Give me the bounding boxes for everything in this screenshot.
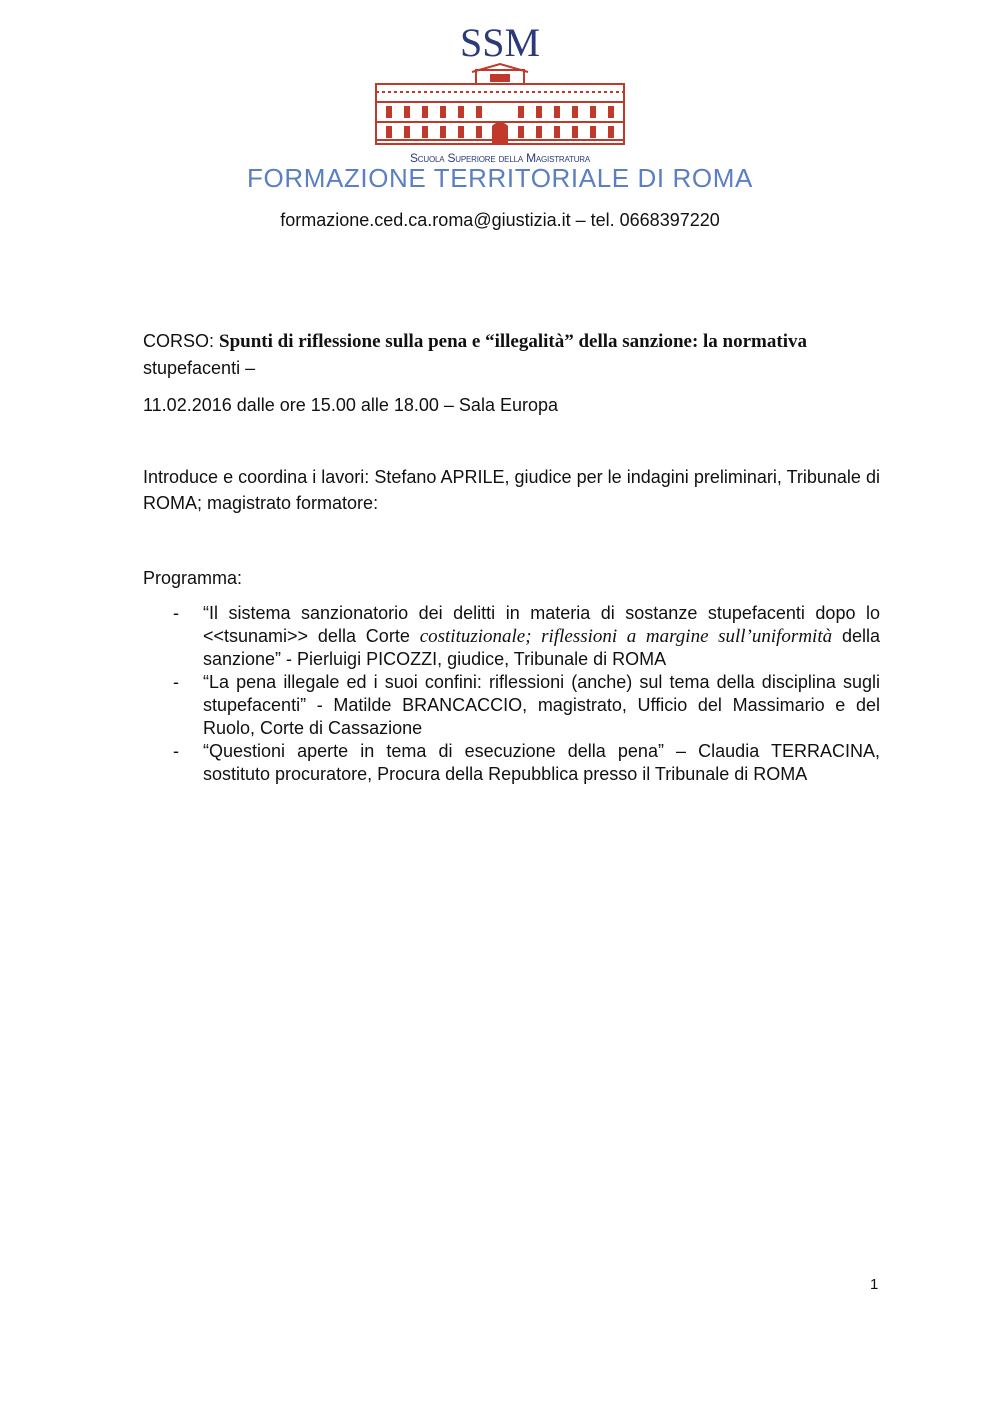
list-bullet: -: [173, 603, 179, 623]
logo-text: SSM: [459, 22, 541, 65]
list-bullet: -: [173, 672, 179, 692]
org-title: FORMAZIONE TERRITORIALE DI ROMA: [247, 163, 753, 193]
program-item-italic: costituzionale; riflessioni a margine sull’uniformità: [419, 626, 833, 647]
course-schedule: 11.02.2016 dalle ore 15.00 alle 18.00 – Sala Europa: [143, 395, 558, 415]
program-item-text: “Il sistema sanzionatorio dei delitti in materia di sostanze stupefacenti dopo lo <<tsunami>> della Corte: [203, 603, 880, 646]
program-item-text-cont: della sanzione” - Pierluigi PICOZZI, giudice, Tribunale di ROMA: [203, 626, 881, 669]
program-item-text: “La pena illegale ed i suoi confini: riflessioni (anche) sul tema della disciplina sugli stupefacenti” - Matilde BRANCACCIO, magistrato, Ufficio del Massimario e del Ruolo, Corte di Cassazione: [203, 672, 880, 738]
course-title-block: [143, 328, 880, 381]
program-heading: Programma:: [143, 568, 243, 588]
ssm-logo: [372, 22, 628, 150]
program-item-text: “Questioni aperte in tema di esecuzione della pena” – Claudia TERRACINA, sostituto procuratore, Procura della Repubblica presso il Tribunale di ROMA: [203, 741, 880, 784]
list-bullet: -: [173, 741, 179, 761]
course-title: Spunti di riflessione sulla pena e “illegalità” della sanzione: la normativa: [219, 331, 807, 352]
ssm-building-emblem: [372, 22, 628, 150]
program-item: [143, 671, 880, 740]
program-list: [143, 602, 880, 786]
program-item: [143, 740, 880, 786]
contact-line: formazione.ced.ca.roma@giustizia.it – tel. 0668397220: [280, 210, 720, 230]
course-title-cont: stupefacenti –: [143, 358, 256, 378]
course-label: CORSO:: [143, 331, 220, 351]
intro-paragraph: Introduce e coordina i lavori: Stefano APRILE, giudice per le indagini preliminari, Tribunale di ROMA; magistrato formatore:: [143, 467, 880, 513]
page-number: 1: [870, 1276, 879, 1293]
program-item: [143, 602, 880, 671]
logo-caption: Scuola Superiore della Magistratura: [409, 151, 590, 165]
